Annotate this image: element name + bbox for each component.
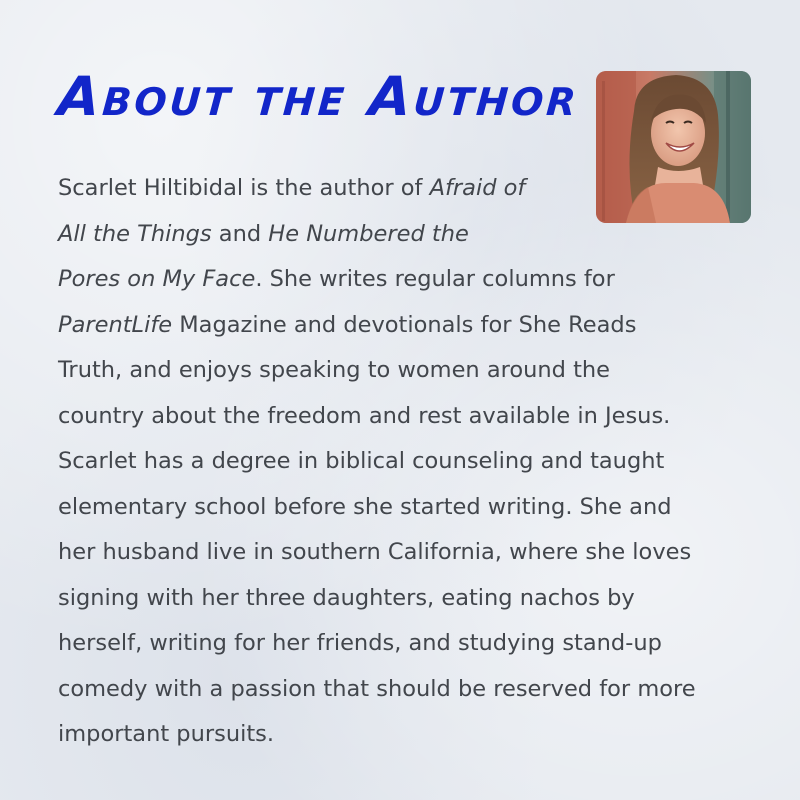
book-title: Afraid of xyxy=(429,175,526,201)
bio-line: her husband live in southern California, where she loves xyxy=(58,539,692,565)
bio-line: country about the freedom and rest available in Jesus. xyxy=(58,402,671,429)
bio-line xyxy=(58,212,748,258)
bio-line xyxy=(58,166,748,212)
author-bio xyxy=(58,166,748,758)
bio-text: . She writes regular columns for xyxy=(255,266,615,292)
book-title: All the Things xyxy=(58,220,212,247)
book-title: Pores on My Face xyxy=(58,266,256,292)
magazine-title: ParentLife xyxy=(58,311,173,338)
bio-text: Magazine and devotionals for She Reads xyxy=(172,311,637,338)
bio-line: Scarlet has a degree in biblical counseling and taught xyxy=(58,448,665,474)
bio-line: Truth, and enjoys speaking to women around the xyxy=(58,357,611,383)
bio-line: elementary school before she started writing. She and xyxy=(58,493,672,520)
page-title: About the Author xyxy=(55,65,582,128)
book-title: He Numbered the xyxy=(268,220,469,247)
bio-line: important pursuits. xyxy=(58,721,275,747)
bio-line xyxy=(58,257,748,303)
bio-line xyxy=(58,303,748,349)
bio-line: signing with her three daughters, eating nachos by xyxy=(58,584,635,611)
bio-text: and xyxy=(211,220,269,247)
bio-line: herself, writing for her friends, and studying stand-up xyxy=(58,630,662,656)
bio-text: Scarlet Hiltibidal is the author of xyxy=(58,175,430,201)
bio-line: comedy with a passion that should be reserved for more xyxy=(58,675,696,702)
